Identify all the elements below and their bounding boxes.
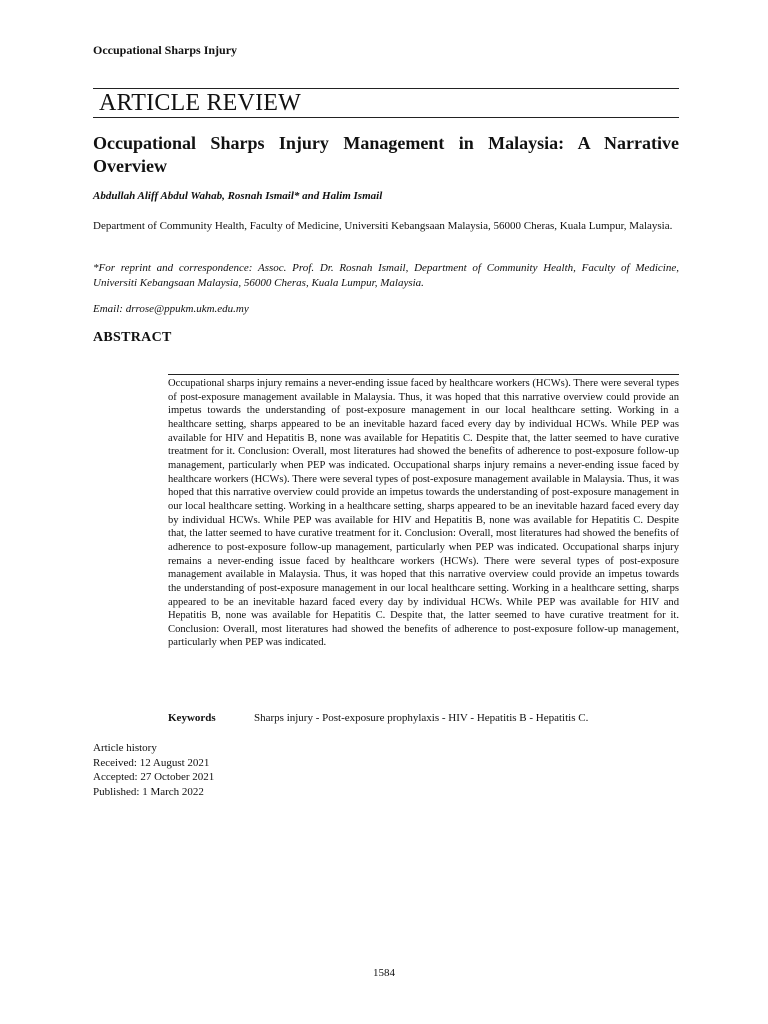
history-accepted: Accepted: 27 October 2021 [93, 771, 215, 783]
article-title: Occupational Sharps Injury Management in Malaysia: A Narrative Overview [93, 133, 679, 176]
author-list: Abdullah Aliff Abdul Wahab, Rosnah Ismail* and Halim Ismail [93, 190, 383, 202]
abstract-divider [168, 374, 679, 375]
page-number: 1584 [373, 967, 395, 979]
keywords-label: Keywords [168, 712, 216, 724]
article-history [93, 741, 214, 799]
keywords-line [168, 712, 679, 724]
section-label-box [93, 88, 679, 118]
correspondence-note: *For reprint and correspondence: Assoc. Prof. Dr. Rosnah Ismail, Department of Community Health, Faculty of Medicine, Universiti Kebangsaan Malaysia, 56000 Cheras, Kuala Lumpur, Malaysia. [93, 262, 679, 289]
history-published: Published: 1 March 2022 [93, 785, 204, 798]
abstract-text: Occupational sharps injury remains a never-ending issue faced by healthcare workers (HCWs). There were several types of post-exposure management available in Malaysia. Thus, it was hoped that this narrative overview could provide an impetus towards the understanding of post-exposure management in our local healthcare setting. Working in a healthcare setting, sharps appeared to be an inevitable hazard faced every day by individual HCWs. While PEP was available for HIV and Hepatitis B, none was available for Hepatitis C. Despite that, the latter seemed to have curative treatment for it. Conclusion: Overall, most literatures had showed the benefits of adherence to post-exposure follow-up management, particularly when PEP was indicated. Occupational sharps injury remains a never-ending issue faced by healthcare workers (HCWs). There were several types of post-exposure management available in Malaysia. Thus, it was hoped that this narrative overview could provide an impetus towards the understanding of post-exposure management in our local healthcare setting. Working in a healthcare setting, sharps appeared to be an inevitable hazard faced every day by individual HCWs. While PEP was available for HIV and Hepatitis B, none was available for Hepatitis C. Despite that, the latter seemed to have curative treatment for it. Conclusion: Overall, most literatures had showed the benefits of adherence to post-exposure follow-up management, particularly when PEP was indicated. Occupational sharps injury remains a never-ending issue faced by healthcare workers (HCWs). There were several types of post-exposure management available in Malaysia. Thus, it was hoped that this narrative overview could provide an impetus towards the understanding of post-exposure management in our local healthcare setting. Working in a healthcare setting, sharps appeared to be an inevitable hazard faced every day by individual HCWs. While PEP was available for HIV and Hepatitis B, none was available for Hepatitis C. Despite that, the latter seemed to have curative treatment for it. Conclusion: Overall, most literatures had showed the benefits of adherence to post-exposure follow-up management, particularly when PEP was indicated. [168, 378, 679, 649]
affiliation: Department of Community Health, Faculty of Medicine, Universiti Kebangsaan Malaysia, 56000 Cheras, Kuala Lumpur, Malaysia. [93, 220, 673, 232]
abstract-heading: ABSTRACT [93, 330, 172, 345]
keywords-value: Sharps injury - Post-exposure prophylaxis - HIV - Hepatitis B - Hepatitis C. [254, 712, 589, 724]
section-label: ARTICLE REVIEW [99, 90, 301, 116]
history-heading: Article history [93, 742, 157, 754]
email-address[interactable]: Email: drrose@ppukm.ukm.edu.my [93, 303, 249, 315]
history-received: Received: 12 August 2021 [93, 756, 210, 769]
running-header: Occupational Sharps Injury [93, 43, 238, 57]
